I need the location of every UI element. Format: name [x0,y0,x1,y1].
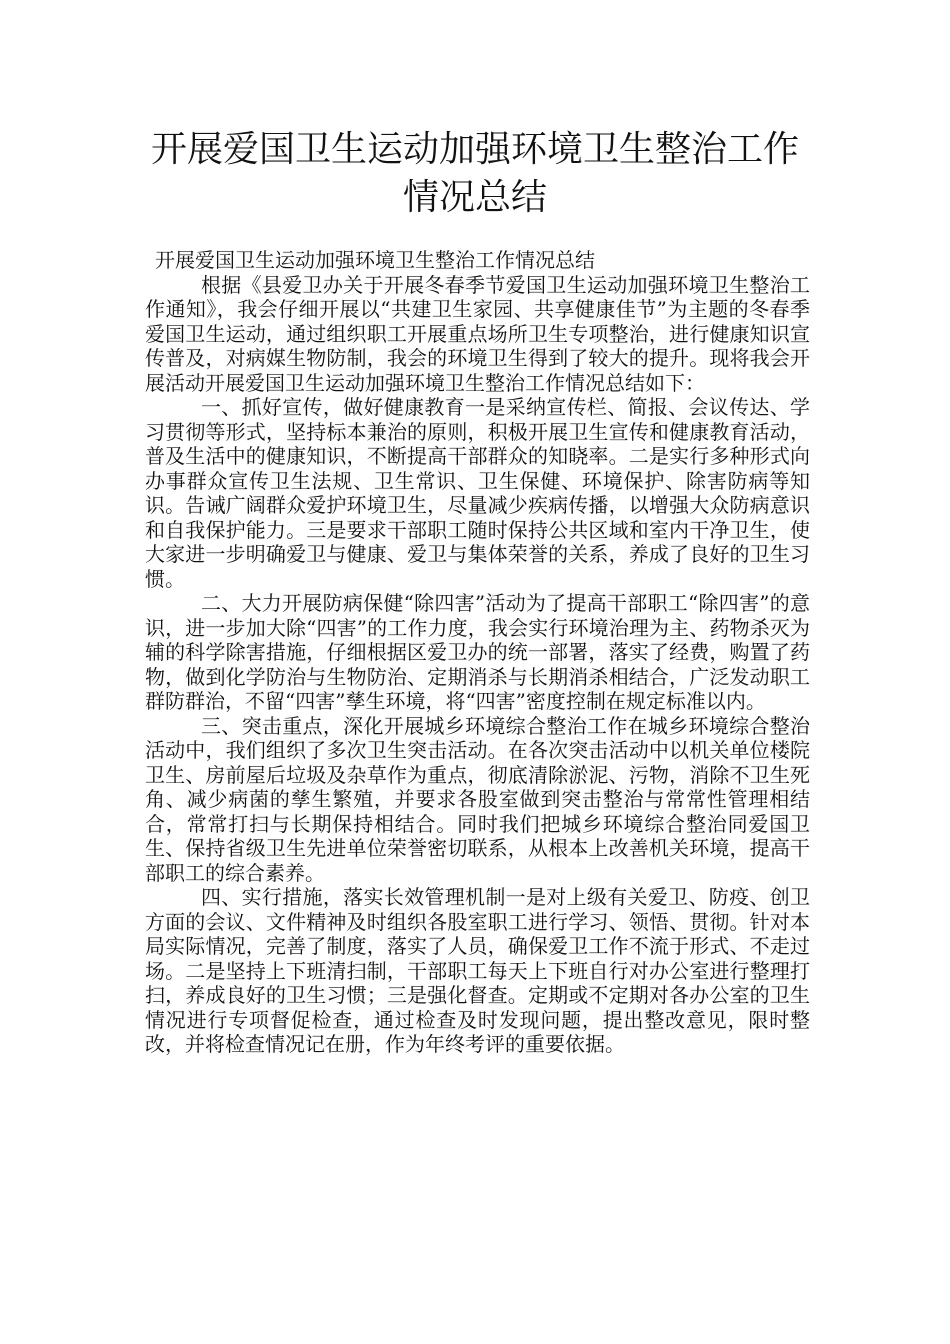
paragraph-section-4: 四、实行措施，落实长效管理机制一是对上级有关爱卫、防疫、创卫方面的会议、文件精神及时组织各股室职工进行学习、领悟、贯彻。针对本局实际情况，完善了制度，落实了人员，确保爱卫工作不流于形式、不走过场。二是坚持上下班清扫制，干部职工每天上下班自行对办公室进行整理打扫，养成良好的卫生习惯；三是强化督查。定期或不定期对各办公室的卫生情况进行专项督促检查，通过检查及时发现问题，提出整改意见，限时整改，并将检查情况记在册，作为年终考评的重要依据。 [145,885,810,1056]
title-line-2: 情况总结 [402,177,547,218]
paragraph-intro: 根据《县爱卫办关于开展冬春季节爱国卫生运动加强环境卫生整治工作通知》，我会仔细开展以“共建卫生家园、共享健康佳节”为主题的冬春季爱国卫生运动，通过组织职工开展重点场所卫生专项整治，进行健康知识宣传普及，对病媒生物防制，我会的环境卫生得到了较大的提升。现将我会开展活动开展爱国卫生运动加强环境卫生整治工作情况总结如下： [145,272,810,395]
document-subtitle: 开展爱国卫生运动加强环境卫生整治工作情况总结 [155,248,595,272]
paragraph-section-2: 二、大力开展防病保健“除四害”活动为了提高干部职工“除四害”的意识，进一步加大除“四害”的工作力度，我会实行环境治理为主、药物杀灭为辅的科学除害措施，仔细根据区爱卫办的统一部署，落实了经费，购置了药物，做到化学防治与生物防治、定期消杀与长期消杀相结合，广泛发动职工群防群治，不留“四害”孳生环境，将“四害”密度控制在规定标准以内。 [145,591,810,713]
title-line-1: 开展爱国卫生运动加强环境卫生整治工作 [150,129,799,170]
document-title [120,126,830,222]
document-body [145,248,810,1057]
paragraph-section-3: 三、突击重点，深化开展城乡环境综合整治工作在城乡环境综合整治活动中，我们组织了多次卫生突击活动。在各次突击活动中以机关单位楼院卫生、房前屋后垃圾及杂草作为重点，彻底清除淤泥、污物，消除不卫生死角、减少病菌的孳生繁殖，并要求各股室做到突击整治与常常性管理相结合，常常打扫与长期保持相结合。同时我们把城乡环境综合整治同爱国卫生、保持省级卫生先进单位荣誉密切联系，从根本上改善机关环境，提高干部职工的综合素养。 [145,713,810,885]
paragraph-section-1: 一、抓好宣传，做好健康教育一是采纳宣传栏、简报、会议传达、学习贯彻等形式，坚持标本兼治的原则，积极开展卫生宣传和健康教育活动，普及生活中的健康知识，不断提高干部群众的知晓率。二是实行多种形式向办事群众宣传卫生法规、卫生常识、卫生保健、环境保护、除害防病等知识。告诫广阔群众爱护环境卫生，尽量减少疾病传播，以增强大众防病意识和自我保护能力。三是要求干部职工随时保持公共区域和室内干净卫生，使大家进一步明确爱卫与健康、爱卫与集体荣誉的关系，养成了良好的卫生习惯。 [145,395,810,591]
